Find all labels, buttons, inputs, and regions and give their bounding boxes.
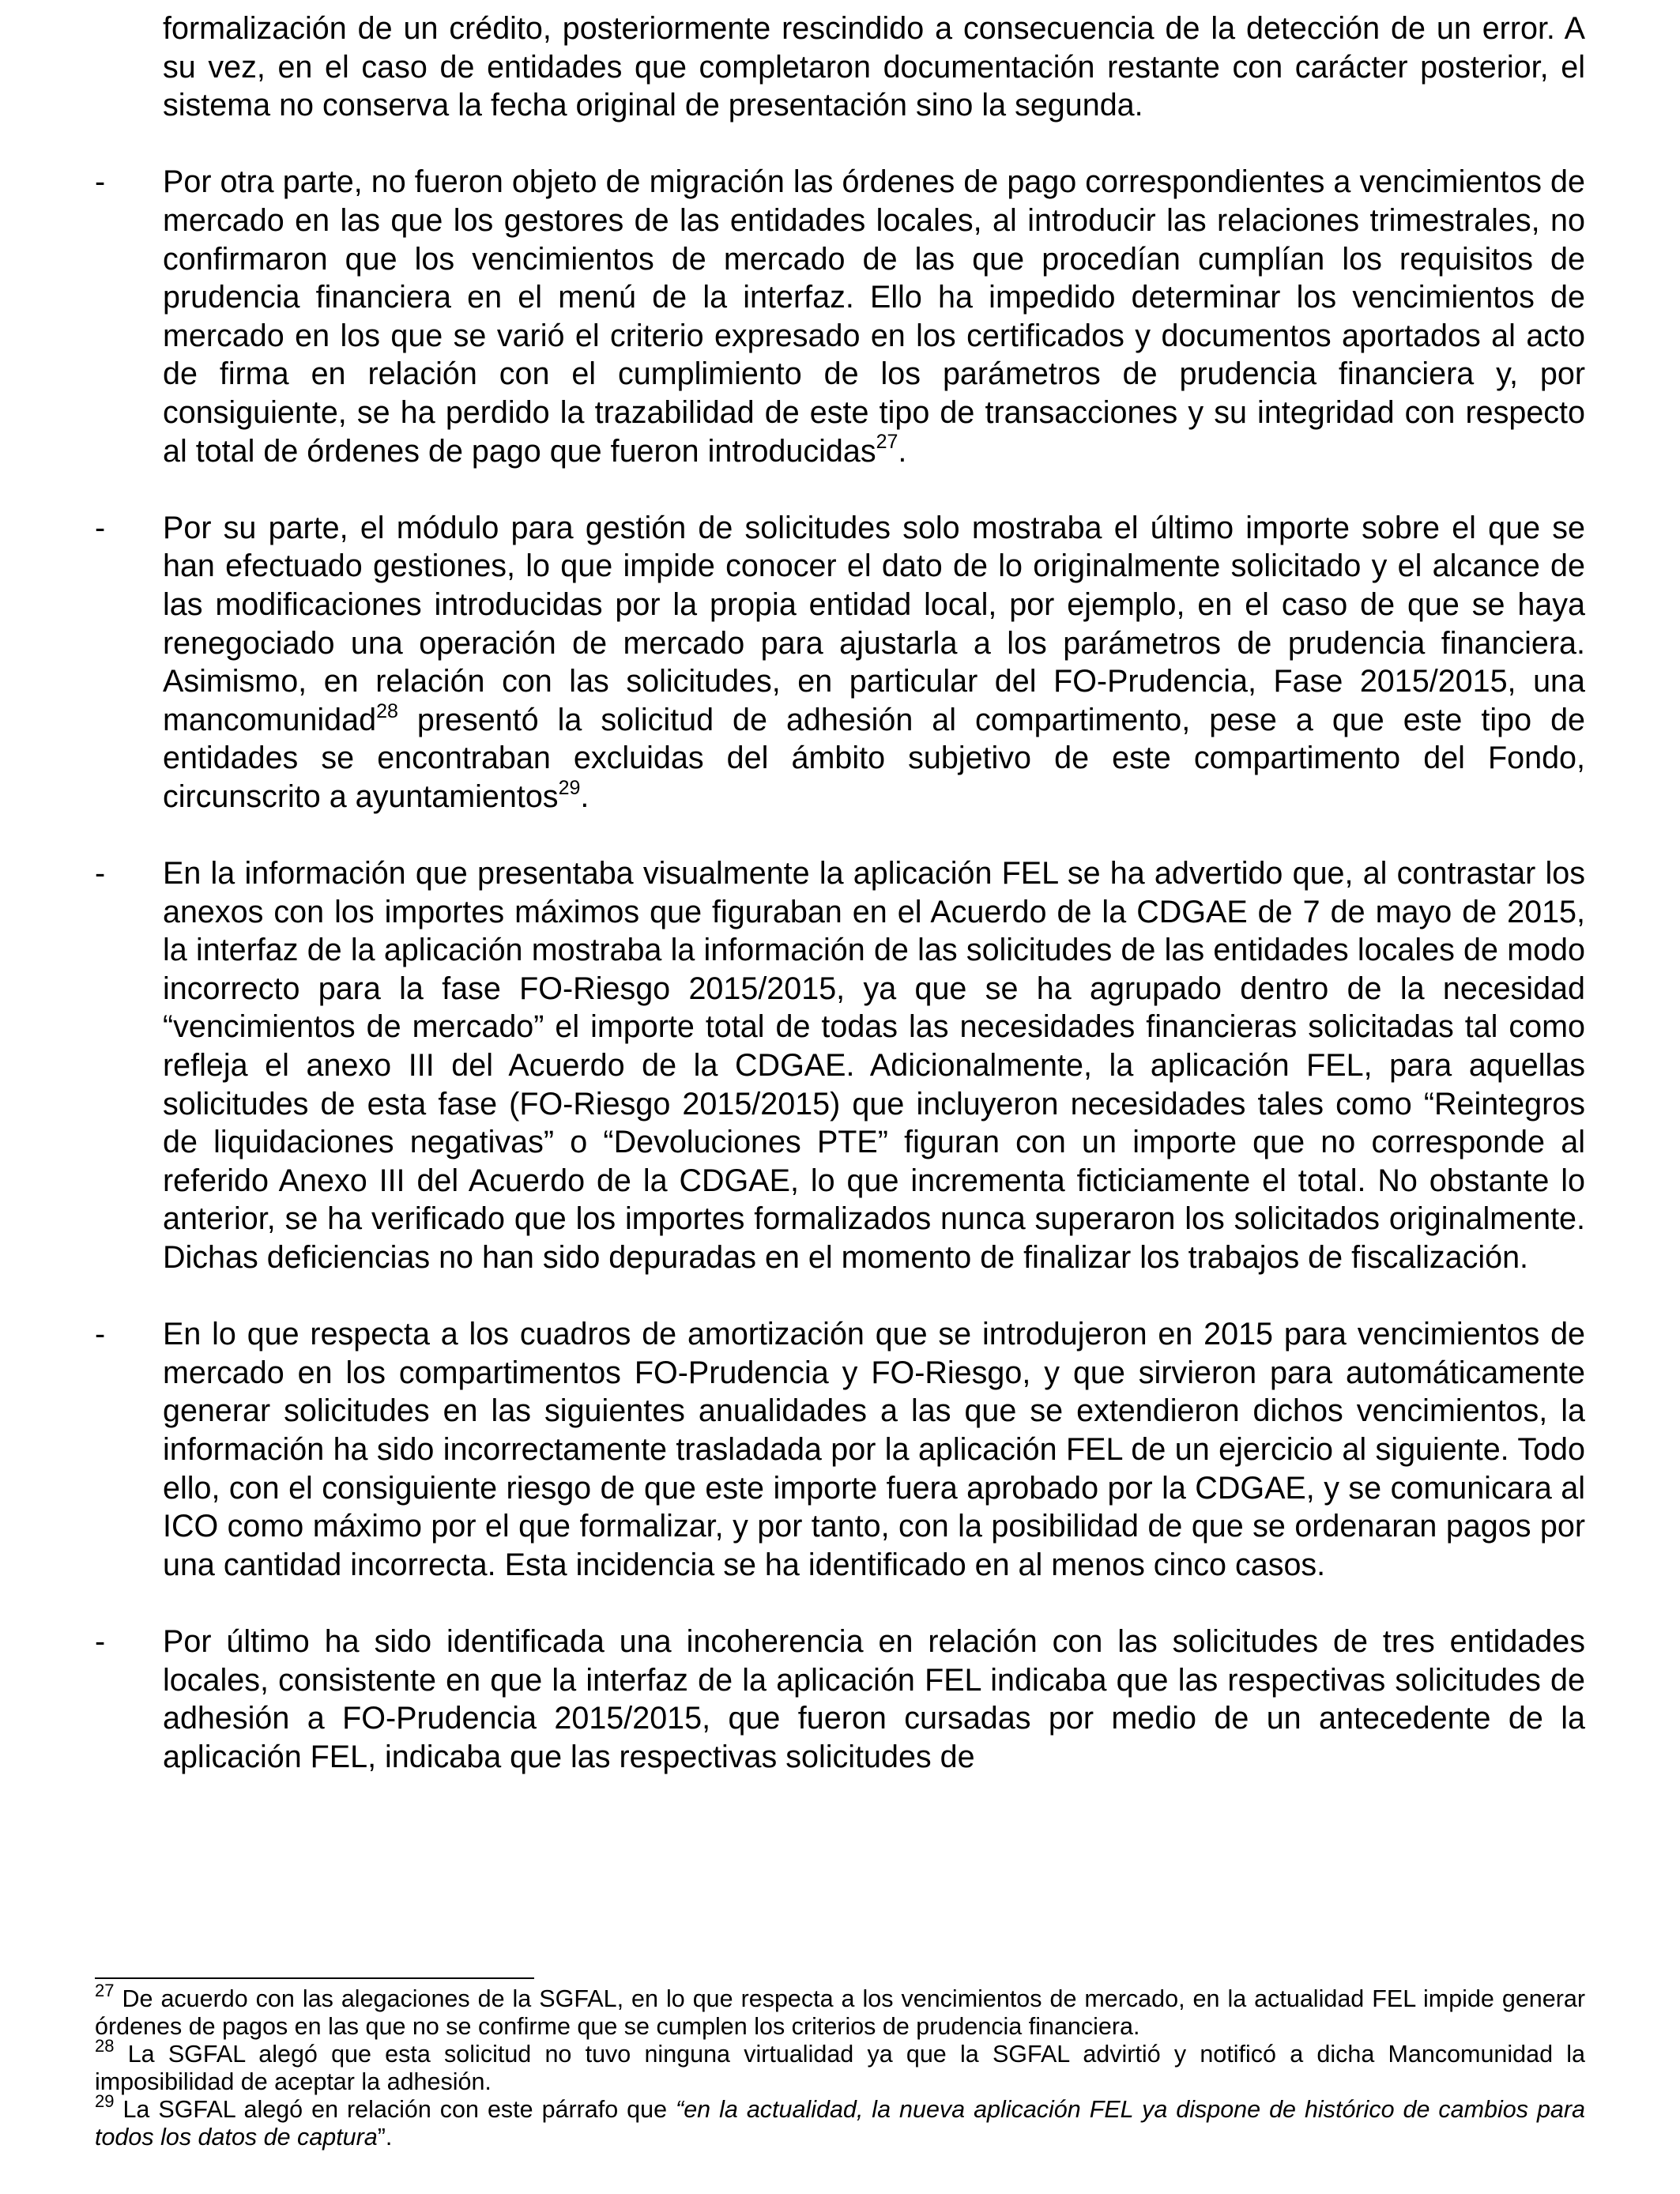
- bullet-2-text-a: Por su parte, el módulo para gestión de solicitudes solo mostraba el último importe sobre el que se han efectuado gestiones, lo que impide conocer el dato de lo originalmente solicitado y el alcance de las modificaciones introducidas por la propia entidad local, por ejemplo, en el caso de que se haya renegociado una operación de mercado para ajustarla a los parámetros de prudencia financiera. Asimismo, en relación con las solicitudes, en particular del FO-Prudencia, Fase 2015/2015, una mancomunidad: [163, 510, 1585, 737]
- footnote-quote: “en la actualidad, la nueva aplicación FEL ya dispone de histórico de cambios para todos los datos de captura: [95, 2096, 1585, 2151]
- bullet-dash: -: [95, 510, 106, 545]
- bullet-item-3: [95, 854, 1585, 1277]
- bullet-5-text: Por último ha sido identificada una incoherencia en relación con las solicitudes de tres entidades locales, consistente en que la interfaz de la aplicación FEL indicaba que las respectivas solicitudes de adhesión a FO-Prudencia 2015/2015, que fueron cursadas por medio de un antecedente de la aplicación FEL, indicaba que las respectivas solicitudes de: [163, 1623, 1585, 1774]
- continuation-paragraph: [95, 9, 1585, 125]
- bullet-item-1: [95, 163, 1585, 470]
- main-text: [95, 9, 1585, 1776]
- footnote-27: [95, 1980, 1585, 2041]
- footnote-ref-29[interactable]: 29: [558, 776, 581, 799]
- bullet-item-2: [95, 509, 1585, 816]
- footnote-28: [95, 2035, 1585, 2096]
- footnote-29: [95, 2090, 1585, 2151]
- bullet-dash: -: [95, 1623, 106, 1659]
- footnote-number: 29: [95, 2090, 115, 2111]
- bullet-2-end: .: [580, 778, 590, 814]
- bullet-3-text: En la información que presentaba visualmente la aplicación FEL se ha advertido que, al contrastar los anexos con los importes máximos que figuraban en el Acuerdo de la CDGAE de 7 de mayo de 2015, la interfaz de la aplicación mostraba la información de las solicitudes de las entidades locales de modo incorrecto para la fase FO-Riesgo 2015/2015, ya que se ha agrupado dentro de la necesidad “vencimientos de mercado” el importe total de todas las necesidades financieras solicitadas tal como refleja el anexo III del Acuerdo de la CDGAE. Adicionalmente, la aplicación FEL, para aquellas solicitudes de esta fase (FO-Riesgo 2015/2015) que incluyeron necesidades tales como “Reintegros de liquidaciones negativas” o “Devoluciones PTE” figuran con un importe que no corresponde al referido Anexo III del Acuerdo de la CDGAE, lo que incrementa ficticiamente el total. No obstante lo anterior, se ha verificado que los importes formalizados nunca superaron los solicitados originalmente. Dichas deficiencias no han sido depuradas en el momento de finalizar los trabajos de fiscalización.: [163, 856, 1585, 1275]
- footnote-ref-27[interactable]: 27: [876, 431, 898, 454]
- footnote-divider: [95, 1977, 534, 1979]
- bullet-4-text: En lo que respecta a los cuadros de amortización que se introdujeron en 2015 para vencimientos de mercado en los compartimentos FO-Prudencia y FO-Riesgo, y que sirvieron para automáticamente generar solicitudes en las siguientes anualidades a las que se extendieron dichos vencimientos, la información ha sido incorrectamente trasladada por la aplicación FEL de un ejercicio al siguiente. Todo ello, con el consiguiente riesgo de que este importe fuera aprobado por la CDGAE, y se comunicara al ICO como máximo por el que formalizar, y por tanto, con la posibilidad de que se ordenaran pagos por una cantidad incorrecta. Esta incidencia se ha identificado en al menos cinco casos.: [163, 1317, 1585, 1582]
- footnote-text: De acuerdo con las alegaciones de la SGFAL, en lo que respecta a los vencimientos de mercado, en la actualidad FEL impide generar órdenes de pagos en las que no se confirme que se cumplen los criterios de prudencia financiera.: [95, 1985, 1585, 2040]
- bullet-dash: -: [95, 1317, 106, 1352]
- bullet-1-text: Por otra parte, no fueron objeto de migración las órdenes de pago correspondientes a vencimientos de mercado en las que los gestores de las entidades locales, al introducir las relaciones trimestrales, no confirmaron que los vencimientos de mercado de las que procedían cumplían los requisitos de prudencia financiera en el menú de la interfaz. Ello ha impedido determinar los vencimientos de mercado en los que se varió el criterio expresado en los certificados y documentos aportados al acto de firma en relación con el cumplimiento de los parámetros de prudencia financiera y, por consiguiente, se ha perdido la trazabilidad de este tipo de transacciones y su integridad con respecto al total de órdenes de pago que fueron introducidas: [163, 164, 1585, 469]
- footnote-text-end: ”.: [377, 2124, 393, 2151]
- continuation-text: formalización de un crédito, posteriormente rescindido a consecuencia de la detección de un error. A su vez, en el caso de entidades que completaron documentación restante con carácter posterior, el sistema no conserva la fecha original de presentación sino la segunda.: [163, 11, 1585, 123]
- footnote-number: 28: [95, 2035, 115, 2056]
- footnotes-section: [95, 1980, 1585, 2151]
- bullet-item-4: [95, 1315, 1585, 1584]
- footnote-text: La SGFAL alegó en relación con este párrafo que: [114, 2096, 676, 2123]
- footnote-ref-28[interactable]: 28: [376, 699, 398, 722]
- footnote-number: 27: [95, 1980, 115, 2000]
- bullet-dash: -: [95, 856, 106, 892]
- bullet-1-end: .: [898, 433, 907, 469]
- footnote-text: La SGFAL alegó que esta solicitud no tuvo ninguna virtualidad ya que la SGFAL advirtió y notificó a dicha Mancomunidad la imposibilidad de aceptar la adhesión.: [95, 2041, 1585, 2095]
- bullet-item-5: [95, 1623, 1585, 1776]
- bullet-2-text-b: presentó la solicitud de adhesión al compartimento, pese a que este tipo de entidades se encontraban excluidas del ámbito subjetivo de este compartimento del Fondo, circunscrito a ayuntamientos: [163, 702, 1585, 814]
- bullet-dash: -: [95, 164, 106, 200]
